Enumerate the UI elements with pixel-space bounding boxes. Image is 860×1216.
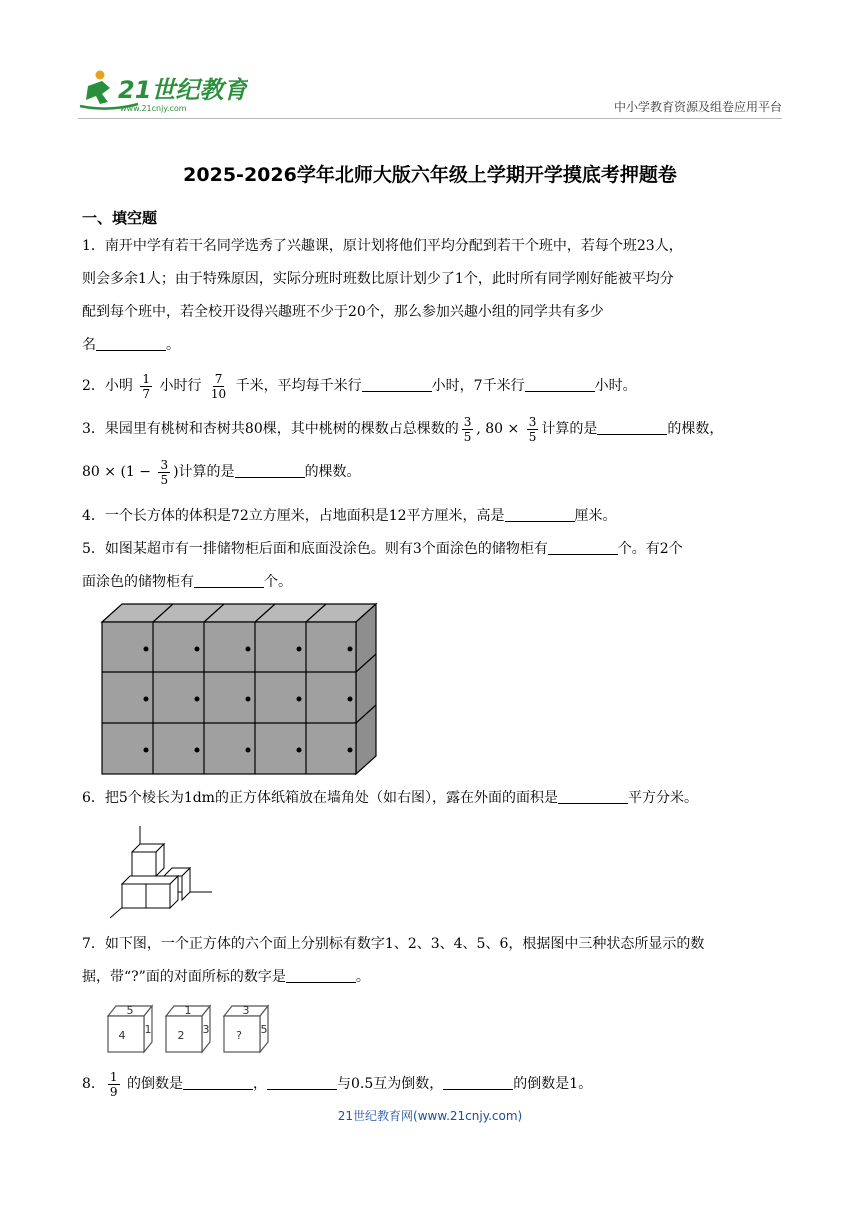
question-4: 4．一个长方体的体积是72立方厘米，占地面积是12平方厘米，高是 厘米。 <box>82 508 617 524</box>
question-2: 2．小明 $\frac{1}{7}$ 小时行 $\frac{7}{10}$ 千米，平均每千米行 小时，7千米行 小时。 <box>82 371 637 401</box>
die-1-side: 1 <box>144 1023 152 1036</box>
question-7: 7．如下图，一个正方体的六个面上分别标有数字1、2、3、4、5、6，根据图中三种状态所显示的数 据，带“?”面的对面所标的数字是 。 <box>82 936 705 985</box>
svg-text:www.21cnjy.com: www.21cnjy.com <box>120 104 187 113</box>
section-heading: 一、填空题 <box>82 209 158 227</box>
header-divider <box>78 118 782 119</box>
logo <box>78 66 248 116</box>
page-header <box>78 66 782 122</box>
die-2-front: 2 <box>177 1029 185 1042</box>
fraction: $\frac{3}{5}$ <box>463 414 472 444</box>
svg-text:21世纪教育: 21世纪教育 <box>118 76 248 104</box>
platform-tagline: 中小学教育资源及组卷应用平台 <box>613 100 782 114</box>
answer-blank[interactable] <box>525 377 595 392</box>
die-2-top: 1 <box>184 1004 192 1017</box>
answer-blank[interactable] <box>597 420 667 435</box>
fraction: $\frac{1}{9}$ <box>109 1069 118 1099</box>
lockers-figure <box>98 602 378 778</box>
die-2-side: 3 <box>202 1023 210 1036</box>
answer-blank[interactable] <box>183 1075 253 1090</box>
answer-blank[interactable] <box>548 540 618 555</box>
fraction: $\frac{7}{10}$ <box>210 371 227 401</box>
corner-cubes-figure <box>108 826 216 920</box>
fraction: $\frac{3}{5}$ <box>528 414 537 444</box>
question-3: 3．果园里有桃树和杏树共80棵，其中桃树的棵数占总棵数的 $\frac{3}{5}$ , 80 × $\frac{3}{5}$ 计算的是 的棵数， 80 × (1 − $\frac{3}{5}$ )计算的是 的棵数。 <box>82 414 724 487</box>
question-5: 5．如图某超市有一排储物柜后面和底面没涂色。则有3个面涂色的储物柜有 个。有2个 面涂色的储物柜有 个。 <box>82 541 683 590</box>
answer-blank[interactable] <box>286 968 356 983</box>
answer-blank[interactable] <box>558 789 628 804</box>
answer-blank[interactable] <box>96 336 166 351</box>
page-footer: 21世纪教育网(www.21cnjy.com) <box>337 1109 523 1123</box>
fraction: $\frac{1}{7}$ <box>142 371 151 401</box>
question-1: 1．南开中学有若干名同学选秀了兴趣课，原计划将他们平均分配到若干个班中，若每个班23人， 则会多余1人；由于特殊原因，实际分班时班数比原计划少了1个，此时所有同学刚好能被平均分 配到每个班中，若全校开设得兴趣班不少于20个，那么参加兴趣小组的同学共有多少 名 。 <box>82 238 683 353</box>
answer-blank[interactable] <box>443 1075 513 1090</box>
die-1-top: 5 <box>126 1004 134 1017</box>
question-8: 8． $\frac{1}{9}$ 的倒数是 ， 与0.5互为倒数， 的倒数是1。 <box>82 1069 593 1099</box>
document-title: 2025-2026学年北师大版六年级上学期开学摸底考押题卷 <box>183 164 677 186</box>
die-1-front: 4 <box>118 1029 126 1042</box>
question-6: 6．把5个棱长为1dm的正方体纸箱放在墙角处（如右图），露在外面的面积是 平方分米。 <box>82 790 698 806</box>
die-3-front: ? <box>236 1029 242 1042</box>
die-3-side: 5 <box>260 1023 268 1036</box>
dice-figure <box>104 1002 276 1056</box>
answer-blank[interactable] <box>194 573 264 588</box>
die-3-top: 3 <box>242 1004 250 1017</box>
fraction: $\frac{3}{5}$ <box>160 457 169 487</box>
answer-blank[interactable] <box>362 377 432 392</box>
answer-blank[interactable] <box>505 507 575 522</box>
answer-blank[interactable] <box>267 1075 337 1090</box>
answer-blank[interactable] <box>235 463 305 478</box>
